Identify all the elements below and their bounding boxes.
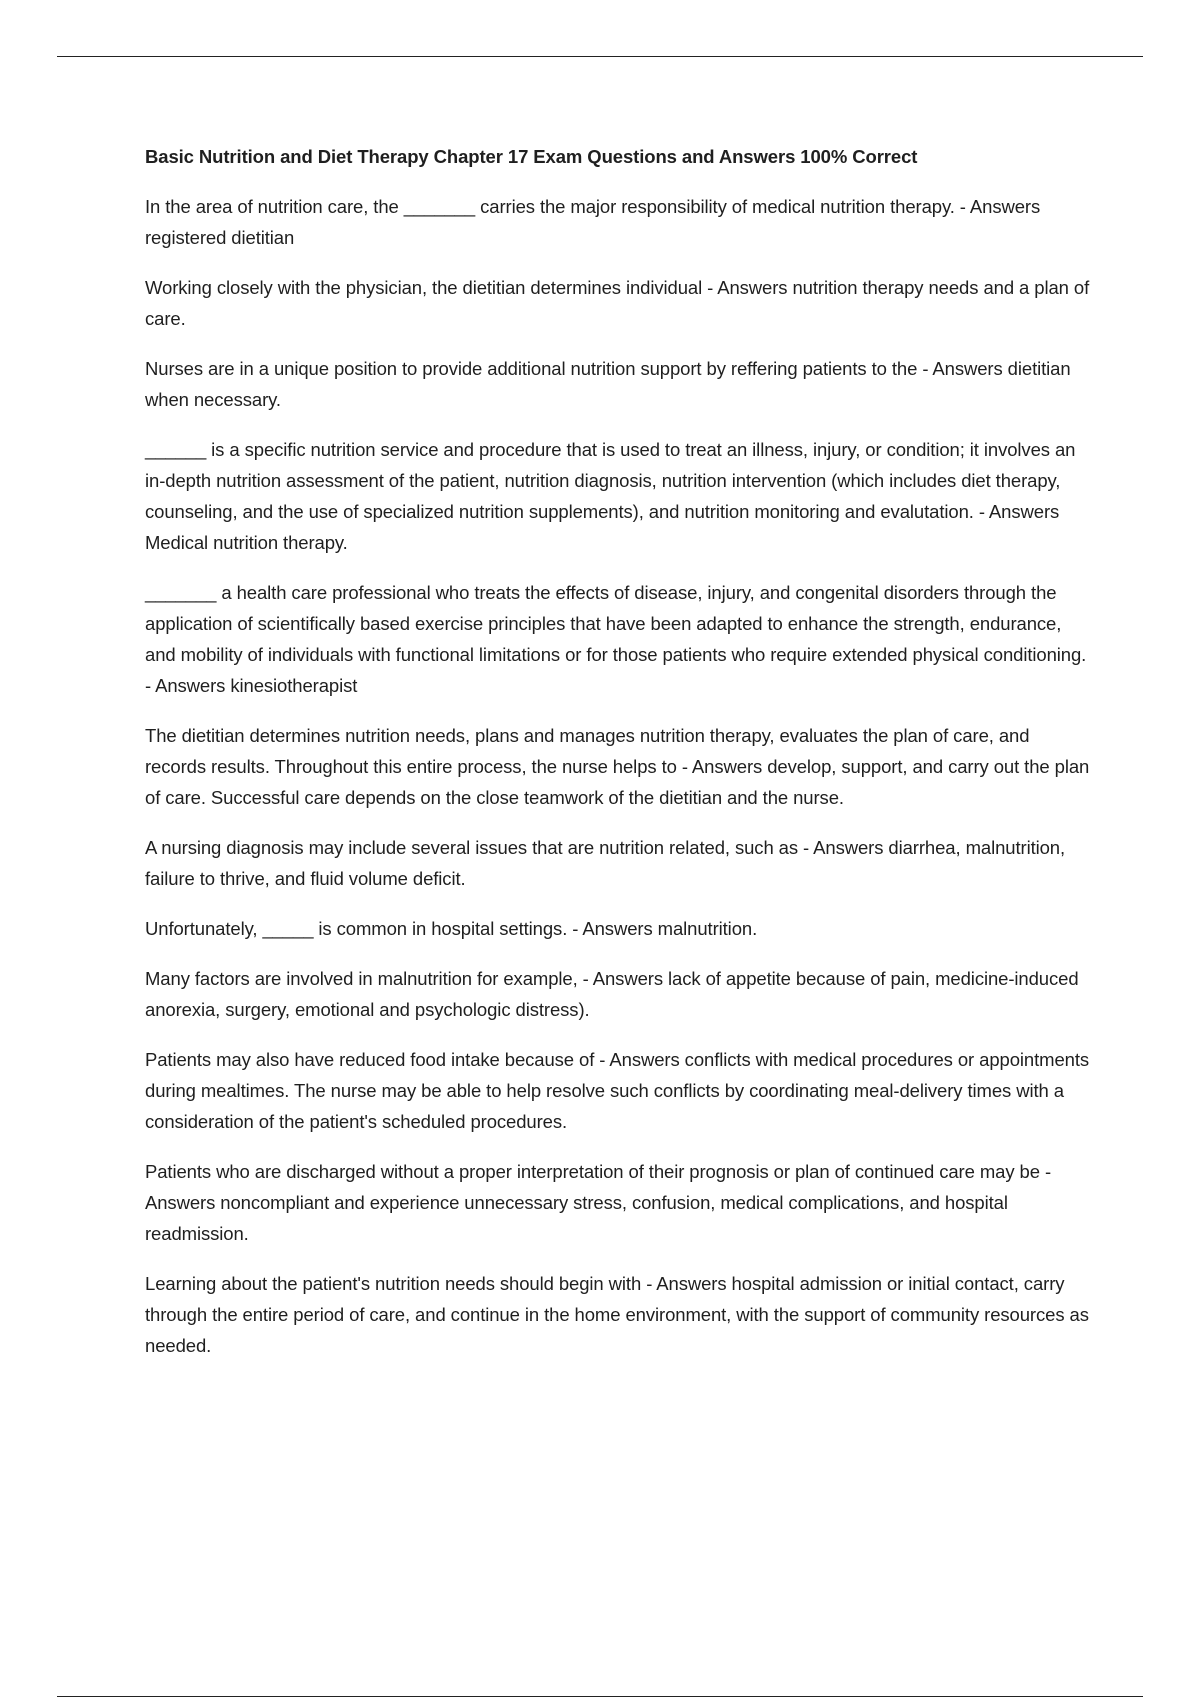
qa-item: Nurses are in a unique position to provide additional nutrition support by reffering patients to the - Answers dietitian when necessary. — [145, 358, 1071, 410]
qa-item: Learning about the patient's nutrition needs should begin with - Answers hospital admission or initial contact, carry through the entire period of care, and continue in the home environment, with the support of community resources as needed. — [145, 1273, 1089, 1356]
qa-item: ______ is a specific nutrition service and procedure that is used to treat an illness, injury, or condition; it involves an in-depth nutrition assessment of the patient, nutrition diagnosis, nutrition intervention (which includes diet therapy, counseling, and the use of specialized nutrition supplements), and nutrition monitoring and evalutation. - Answers Medical nutrition therapy. — [145, 439, 1076, 553]
document-title: Basic Nutrition and Diet Therapy Chapter 17 Exam Questions and Answers 100% Correct — [145, 146, 918, 167]
document-body — [145, 142, 1095, 1380]
qa-item: Unfortunately, _____ is common in hospital settings. - Answers malnutrition. — [145, 918, 758, 939]
qa-item: Working closely with the physician, the dietitian determines individual - Answers nutrition therapy needs and a plan of care. — [145, 277, 1090, 329]
footer-divider — [57, 1696, 1143, 1697]
qa-item: The dietitian determines nutrition needs, plans and manages nutrition therapy, evaluates the plan of care, and records results. Throughout this entire process, the nurse helps to - Answers develop, support, and carry out the plan of care. Successful care depends on the close teamwork of the dietitian and the nurse. — [145, 725, 1090, 808]
qa-item: Patients who are discharged without a proper interpretation of their prognosis or plan of continued care may be - Answers noncompliant and experience unnecessary stress, confusion, medical complications, and hospital readmission. — [145, 1161, 1052, 1244]
qa-item: Many factors are involved in malnutrition for example, - Answers lack of appetite because of pain, medicine-induced anorexia, surgery, emotional and psychologic distress). — [145, 968, 1079, 1020]
qa-item: _______ a health care professional who treats the effects of disease, injury, and congenital disorders through the application of scientifically based exercise principles that have been adapted to enhance the strength, endurance, and mobility of individuals with functional limitations or for those patients who require extended physical conditioning. - Answers kinesiotherapist — [145, 582, 1087, 696]
qa-item: In the area of nutrition care, the _______ carries the major responsibility of medical nutrition therapy. - Answers registered dietitian — [145, 196, 1041, 248]
qa-item: A nursing diagnosis may include several issues that are nutrition related, such as - Answers diarrhea, malnutrition, failure to thrive, and fluid volume deficit. — [145, 837, 1066, 889]
header-divider — [57, 56, 1143, 57]
qa-item: Patients may also have reduced food intake because of - Answers conflicts with medical procedures or appointments during mealtimes. The nurse may be able to help resolve such conflicts by coordinating meal-delivery times with a consideration of the patient's scheduled procedures. — [145, 1049, 1090, 1132]
